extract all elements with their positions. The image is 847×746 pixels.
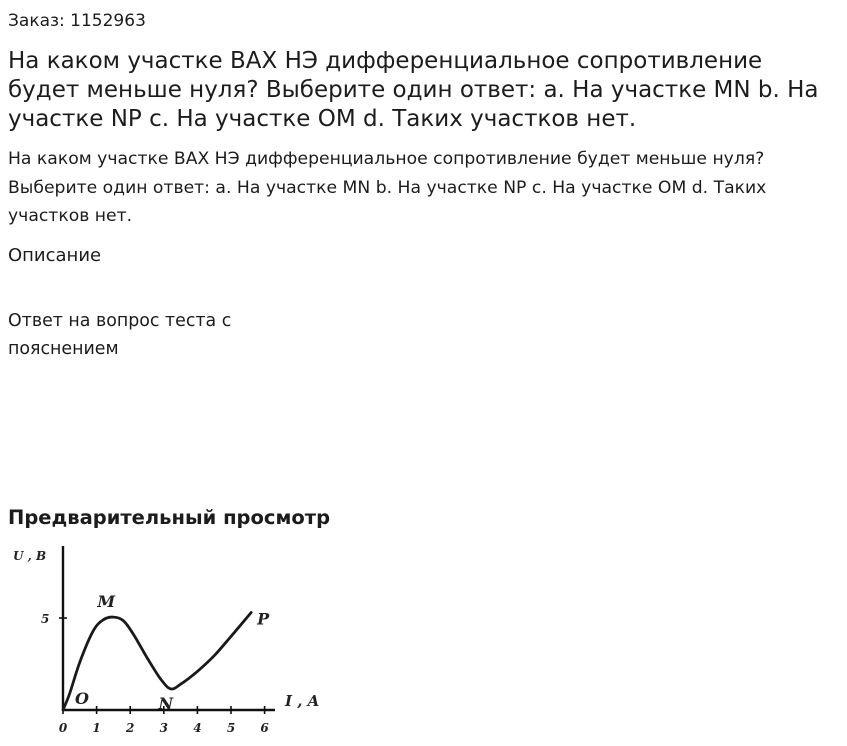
point-label-m: M	[97, 592, 116, 612]
x-tick-label: 6	[260, 721, 269, 735]
point-label-p: P	[257, 609, 270, 629]
description-note: Ответ на вопрос теста с пояснением	[8, 311, 232, 359]
x-tick-label: 0	[58, 721, 68, 735]
description-heading: Описание	[8, 245, 102, 266]
y-axis-label: U , B	[13, 549, 47, 563]
iv-curve-line	[63, 613, 251, 711]
preview-heading: Предварительный просмотр	[8, 506, 331, 529]
iv-characteristic-chart	[5, 538, 325, 743]
x-tick-label: 1	[92, 721, 101, 735]
x-tick-label: 2	[126, 721, 135, 735]
x-tick-label: 5	[226, 721, 236, 735]
order-number: Заказ: 1152963	[8, 11, 146, 31]
point-labels	[75, 592, 270, 713]
x-tick-label: 4	[193, 721, 202, 735]
y-tick-label: 5	[41, 612, 50, 626]
point-label-n: N	[158, 693, 174, 713]
question-text: На каком участке ВАХ НЭ дифференциальное сопротивление будет меньше нуля? Выберите один ответ: a. На участке MN b. На участке NP c. На участке OM d. Таких участков нет.	[8, 149, 767, 226]
point-label-o: O	[75, 689, 89, 708]
question-title: На каком участке ВАХ НЭ дифференциальное сопротивление будет меньше нуля? Выберите один ответ: a. На участке MN b. На участке NP c. На участке OM d. Таких участков нет.	[8, 48, 819, 132]
x-axis-label: I , A	[285, 692, 320, 710]
x-tick-label: 3	[159, 721, 168, 735]
